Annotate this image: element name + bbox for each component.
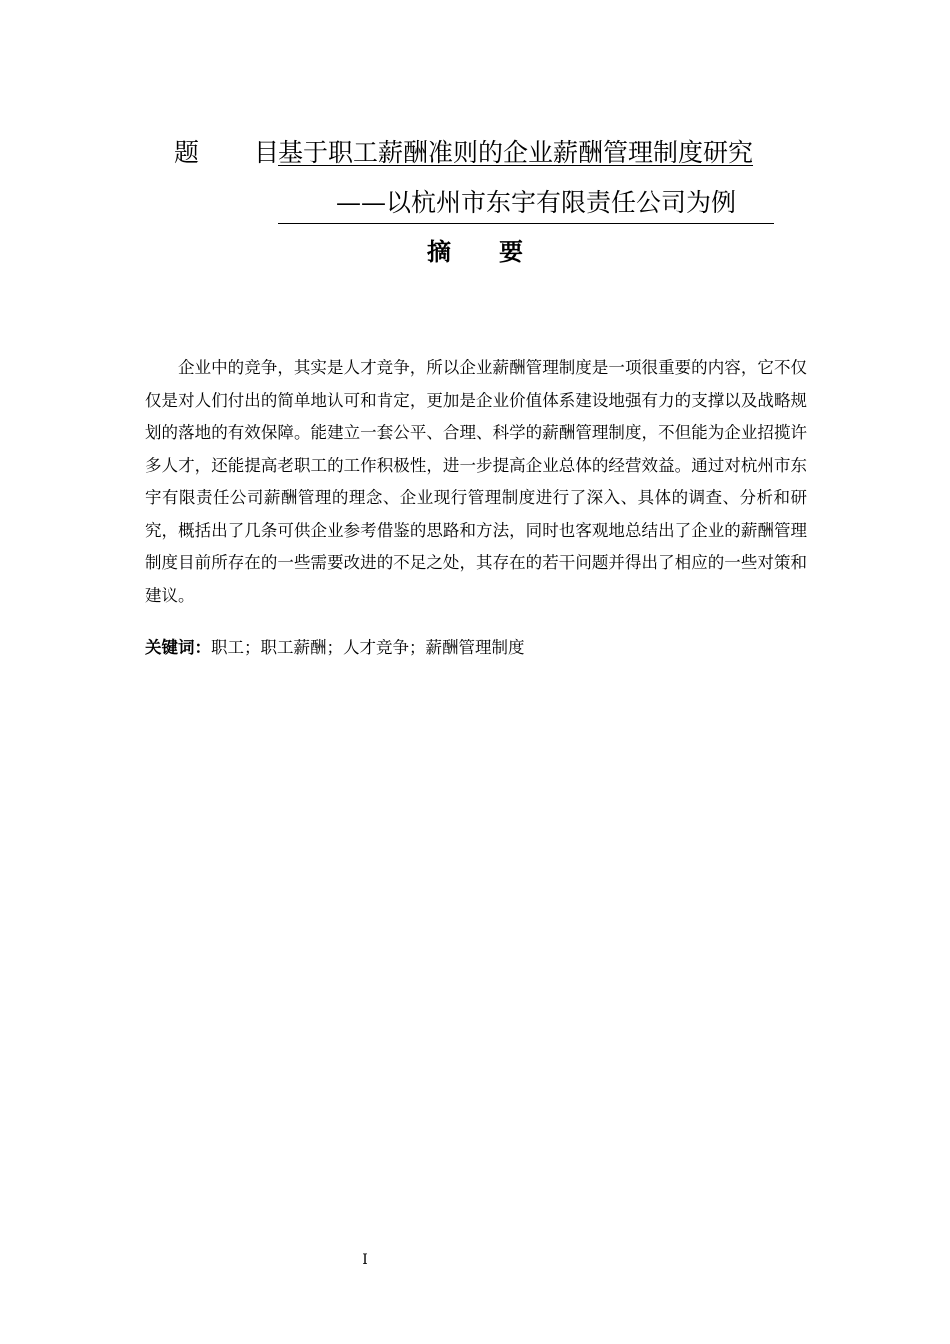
page-number: I (362, 1252, 368, 1268)
title-label-ti: 题 (174, 138, 200, 167)
keywords-items: 职工；职工薪酬；人才竞争；薪酬管理制度 (211, 638, 525, 657)
abstract-body: 企业中的竞争，其实是人才竞争，所以企业薪酬管理制度是一项很重要的内容，它不仅仅是对人们付出的简单地认可和肯定，更加是企业价值体系建设地强有力的支撑以及战略规划的落地的有效保障。能建立一套公平、合理、科学的薪酬管理制度，不但能为企业招揽许多人才，还能提高老职工的工作积极性，进一步提高企业总体的经营效益。通过对杭州市东宇有限责任公司薪酬管理的理念、企业现行管理制度进行了深入、具体的调查、分析和研究，概括出了几条可供企业参考借鉴的思路和方法，同时也客观地总结出了企业的薪酬管理制度目前所存在的一些需要改进的不足之处，其存在的若干问题并得出了相应的一些对策和建议。 (145, 358, 807, 605)
keywords-line (145, 632, 807, 664)
thesis-subtitle: ——以杭州市东宇有限责任公司为例 (336, 188, 737, 217)
abstract-heading: 摘要 (427, 238, 571, 266)
thesis-title: 基于职工薪酬准则的企业薪酬管理制度研究 (278, 138, 754, 167)
keywords-label: 关键词： (145, 638, 211, 657)
title-label-mu: 目 (254, 138, 280, 167)
title-line-sub (278, 183, 774, 224)
